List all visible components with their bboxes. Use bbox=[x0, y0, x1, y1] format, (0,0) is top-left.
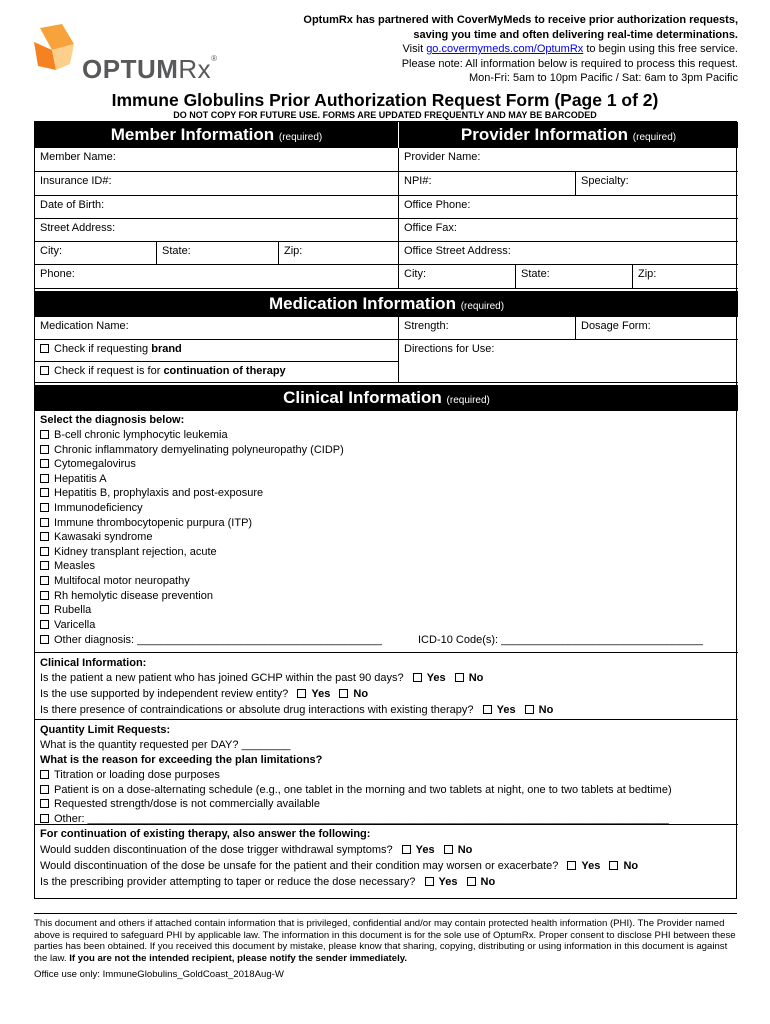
diagnosis-label: Cytomegalovirus bbox=[54, 458, 136, 471]
diagnosis-option[interactable] bbox=[40, 604, 91, 616]
continuation-label: For continuation of existing therapy, also answer the following: bbox=[40, 828, 371, 840]
question-withdrawal: Would sudden discontinuation of the dose trigger withdrawal symptoms? Yes No bbox=[40, 844, 473, 856]
diagnosis-option[interactable] bbox=[40, 531, 152, 543]
quantity-limit-label: Quantity Limit Requests: bbox=[40, 724, 171, 736]
office-use-code: Office use only: ImmuneGlobulins_GoldCoast_2018Aug-W bbox=[34, 969, 284, 980]
notice-line: saving you time and often delivering real-time determinations. bbox=[413, 28, 738, 41]
question-unsafe: Would discontinuation of the dose be unsafe for the patient and their condition may worsen or exacerbate? Yes No bbox=[40, 860, 639, 872]
diagnosis-label: Rubella bbox=[54, 604, 92, 617]
icd10-field[interactable]: ICD-10 Code(s): _________________________________ bbox=[418, 634, 704, 646]
diagnosis-label: Kidney transplant rejection, acute bbox=[54, 545, 217, 558]
question-taper: Is the prescribing provider attempting to taper or reduce the dose necessary? Yes No bbox=[40, 876, 496, 888]
diagnosis-checkbox[interactable] bbox=[40, 474, 49, 483]
yes-option[interactable]: Yes bbox=[297, 688, 330, 700]
other-diagnosis-row[interactable]: Other diagnosis: ________________________________________ bbox=[40, 634, 382, 646]
diagnosis-label: Measles bbox=[54, 560, 95, 573]
no-option[interactable]: No bbox=[467, 876, 496, 888]
quantity-per-day-field[interactable]: What is the quantity requested per DAY? ________ bbox=[40, 739, 291, 751]
diagnosis-checkbox[interactable] bbox=[40, 591, 49, 600]
provider-state-field[interactable]: State: bbox=[516, 265, 633, 289]
diagnosis-checkbox[interactable] bbox=[40, 430, 49, 439]
question-contraindications: Is there presence of contraindications or absolute drug interactions with existing therapy? Yes No bbox=[40, 704, 554, 716]
other-diagnosis-checkbox[interactable] bbox=[40, 635, 49, 644]
diagnosis-option[interactable] bbox=[40, 575, 190, 587]
reason-option[interactable] bbox=[40, 769, 220, 781]
question-independent-review: Is the use supported by independent review entity? Yes No bbox=[40, 688, 369, 700]
reason-label: What is the reason for exceeding the plan limitations? bbox=[40, 754, 323, 766]
diagnosis-checkbox[interactable] bbox=[40, 620, 49, 629]
reason-option[interactable] bbox=[40, 798, 320, 810]
diagnosis-checkbox[interactable] bbox=[40, 532, 49, 541]
diagnosis-checkbox[interactable] bbox=[40, 605, 49, 614]
diagnosis-option[interactable] bbox=[40, 546, 217, 558]
reason-option[interactable] bbox=[40, 784, 672, 796]
diagnosis-option[interactable] bbox=[40, 444, 344, 456]
continuation-checkbox[interactable] bbox=[40, 366, 49, 375]
diagnosis-checkbox[interactable] bbox=[40, 445, 49, 454]
medication-name-field[interactable]: Medication Name: bbox=[35, 317, 399, 340]
diagnosis-option[interactable] bbox=[40, 560, 95, 572]
no-option[interactable]: No bbox=[525, 704, 554, 716]
diagnosis-checkbox[interactable] bbox=[40, 561, 49, 570]
office-street-field[interactable]: Office Street Address: bbox=[399, 242, 738, 265]
diagnosis-label: Chronic inflammatory demyelinating polyneuropathy (CIDP) bbox=[54, 443, 344, 456]
continuation-checkbox-row[interactable]: Check if request is for continuation of therapy bbox=[35, 362, 399, 383]
optum-logo-mark-icon bbox=[30, 22, 80, 80]
medication-info-header: Medication Information (required) bbox=[35, 291, 738, 317]
diagnosis-checkbox[interactable] bbox=[40, 459, 49, 468]
provider-name-field[interactable]: Provider Name: bbox=[399, 148, 738, 172]
diagnosis-option[interactable] bbox=[40, 487, 263, 499]
clinical-info-header: Clinical Information (required) bbox=[35, 385, 738, 411]
no-option[interactable]: No bbox=[455, 672, 484, 684]
select-diagnosis-label: Select the diagnosis below: bbox=[40, 414, 185, 426]
reason-label: Titration or loading dose purposes bbox=[54, 769, 220, 781]
specialty-field[interactable]: Specialty: bbox=[576, 172, 738, 196]
dosage-form-field[interactable]: Dosage Form: bbox=[576, 317, 738, 340]
insurance-id-field[interactable]: Insurance ID#: bbox=[35, 172, 399, 196]
reason-label: Other: _______________________________________________________________________________________________ bbox=[54, 812, 669, 825]
provider-zip-field[interactable]: Zip: bbox=[633, 265, 738, 289]
npi-field[interactable]: NPI#: bbox=[399, 172, 576, 196]
diagnosis-label: Kawasaki syndrome bbox=[54, 531, 153, 544]
footer-divider bbox=[34, 913, 737, 914]
diagnosis-option[interactable] bbox=[40, 458, 136, 470]
diagnosis-label: Multifocal motor neuropathy bbox=[54, 575, 190, 587]
brand-checkbox-row[interactable]: Check if requesting brand bbox=[35, 340, 399, 362]
provider-info-header: Provider Information (required) bbox=[399, 122, 738, 148]
no-option[interactable]: No bbox=[444, 844, 473, 856]
diagnosis-label: Immune thrombocytopenic purpura (ITP) bbox=[54, 516, 253, 529]
member-name-field[interactable]: Member Name: bbox=[35, 148, 399, 172]
strength-field[interactable]: Strength: bbox=[399, 317, 576, 340]
diagnosis-option[interactable] bbox=[40, 473, 107, 485]
no-option[interactable]: No bbox=[609, 860, 638, 872]
diagnosis-option[interactable] bbox=[40, 619, 95, 631]
form-title: Immune Globulins Prior Authorization Request Form (Page 1 of 2) bbox=[111, 90, 659, 110]
notice-line: OptumRx has partnered with CoverMyMeds to receive prior authorization requests, bbox=[303, 14, 738, 26]
diagnosis-label: Hepatitis B, prophylaxis and post-exposure bbox=[54, 487, 264, 500]
diagnosis-option[interactable] bbox=[40, 517, 252, 529]
provider-city-field[interactable]: City: bbox=[399, 265, 516, 289]
notice-line: Mon-Fri: 5am to 10pm Pacific / Sat: 6am to 3pm Pacific bbox=[469, 72, 738, 84]
diagnosis-checkbox[interactable] bbox=[40, 503, 49, 512]
diagnosis-checkbox[interactable] bbox=[40, 576, 49, 585]
yes-option[interactable]: Yes bbox=[483, 704, 516, 716]
covermymeds-notice bbox=[268, 13, 738, 86]
member-city-field[interactable]: City: bbox=[35, 242, 157, 265]
diagnosis-option[interactable] bbox=[40, 590, 213, 602]
notice-line: Visit go.covermymeds.com/OptumRx to begin using this free service. bbox=[402, 43, 738, 55]
divider bbox=[35, 824, 738, 825]
diagnosis-label: Varicella bbox=[54, 618, 96, 631]
yes-option[interactable]: Yes bbox=[413, 672, 446, 684]
diagnosis-label: B-cell chronic lymphocytic leukemia bbox=[54, 429, 228, 441]
brand-checkbox[interactable] bbox=[40, 344, 49, 353]
reason-label: Patient is on a dose-alternating schedule (e.g., one tablet in the morning and two tablets at night, one to two tablets at bedtime) bbox=[54, 783, 672, 796]
member-phone-field[interactable]: Phone: bbox=[35, 265, 399, 289]
logo-wordmark: OPTUMRx® bbox=[82, 54, 218, 84]
notice-line: Please note: All information below is required to process this request. bbox=[401, 57, 738, 70]
diagnosis-label: Rh hemolytic disease prevention bbox=[54, 589, 213, 602]
confidentiality-notice: This document and others if attached contain information that is privileged, confidential and/or may contain protected health information (PHI). The Provider named above is required to safeguard PHI by applicable law. The information in this document is for the sole use of OptumRx. Proper consent to disclose PHI between these parties has been obtained. If you received this document by mistake, please know that sharing, copying, distributing or using information in this document is against the law. If you are not the intended recipient, please notify the sender immediately. bbox=[34, 918, 736, 964]
directions-field[interactable]: Directions for Use: bbox=[399, 340, 738, 383]
divider bbox=[35, 719, 738, 720]
form-subtitle: DO NOT COPY FOR FUTURE USE. FORMS ARE UPDATED FREQUENTLY AND MAY BE BARCODED bbox=[173, 110, 597, 120]
member-zip-field[interactable]: Zip: bbox=[279, 242, 399, 265]
member-street-field[interactable]: Street Address: bbox=[35, 219, 399, 242]
no-option[interactable]: No bbox=[339, 688, 368, 700]
diagnosis-option[interactable] bbox=[40, 429, 228, 441]
diagnosis-option[interactable] bbox=[40, 502, 143, 514]
divider bbox=[35, 652, 738, 653]
diagnosis-checkbox[interactable] bbox=[40, 488, 49, 497]
optumrx-logo bbox=[30, 22, 230, 82]
question-new-patient: Is the patient a new patient who has joined GCHP within the past 90 days? Yes No bbox=[40, 672, 484, 684]
yes-option[interactable]: Yes bbox=[425, 876, 458, 888]
office-phone-field[interactable]: Office Phone: bbox=[399, 196, 738, 219]
dob-field[interactable]: Date of Birth: bbox=[35, 196, 399, 219]
diagnosis-label: Immunodeficiency bbox=[54, 502, 143, 514]
reason-checkbox[interactable] bbox=[40, 785, 49, 794]
reason-checkbox[interactable] bbox=[40, 799, 49, 808]
member-state-field[interactable]: State: bbox=[157, 242, 279, 265]
office-fax-field[interactable]: Office Fax: bbox=[399, 219, 738, 242]
reason-checkbox[interactable] bbox=[40, 770, 49, 779]
yes-option[interactable]: Yes bbox=[567, 860, 600, 872]
reason-checkbox[interactable] bbox=[40, 814, 49, 823]
member-info-header: Member Information (required) bbox=[35, 122, 398, 148]
covermymeds-link[interactable]: go.covermymeds.com/OptumRx bbox=[426, 43, 584, 55]
reason-option[interactable] bbox=[40, 813, 669, 825]
diagnosis-checkbox[interactable] bbox=[40, 547, 49, 556]
yes-option[interactable]: Yes bbox=[402, 844, 435, 856]
reason-label: Requested strength/dose is not commercially available bbox=[54, 798, 320, 811]
diagnosis-checkbox[interactable] bbox=[40, 518, 49, 527]
form-frame bbox=[34, 121, 737, 899]
clinical-info-label: Clinical Information: bbox=[40, 657, 147, 669]
diagnosis-label: Hepatitis A bbox=[54, 472, 107, 485]
